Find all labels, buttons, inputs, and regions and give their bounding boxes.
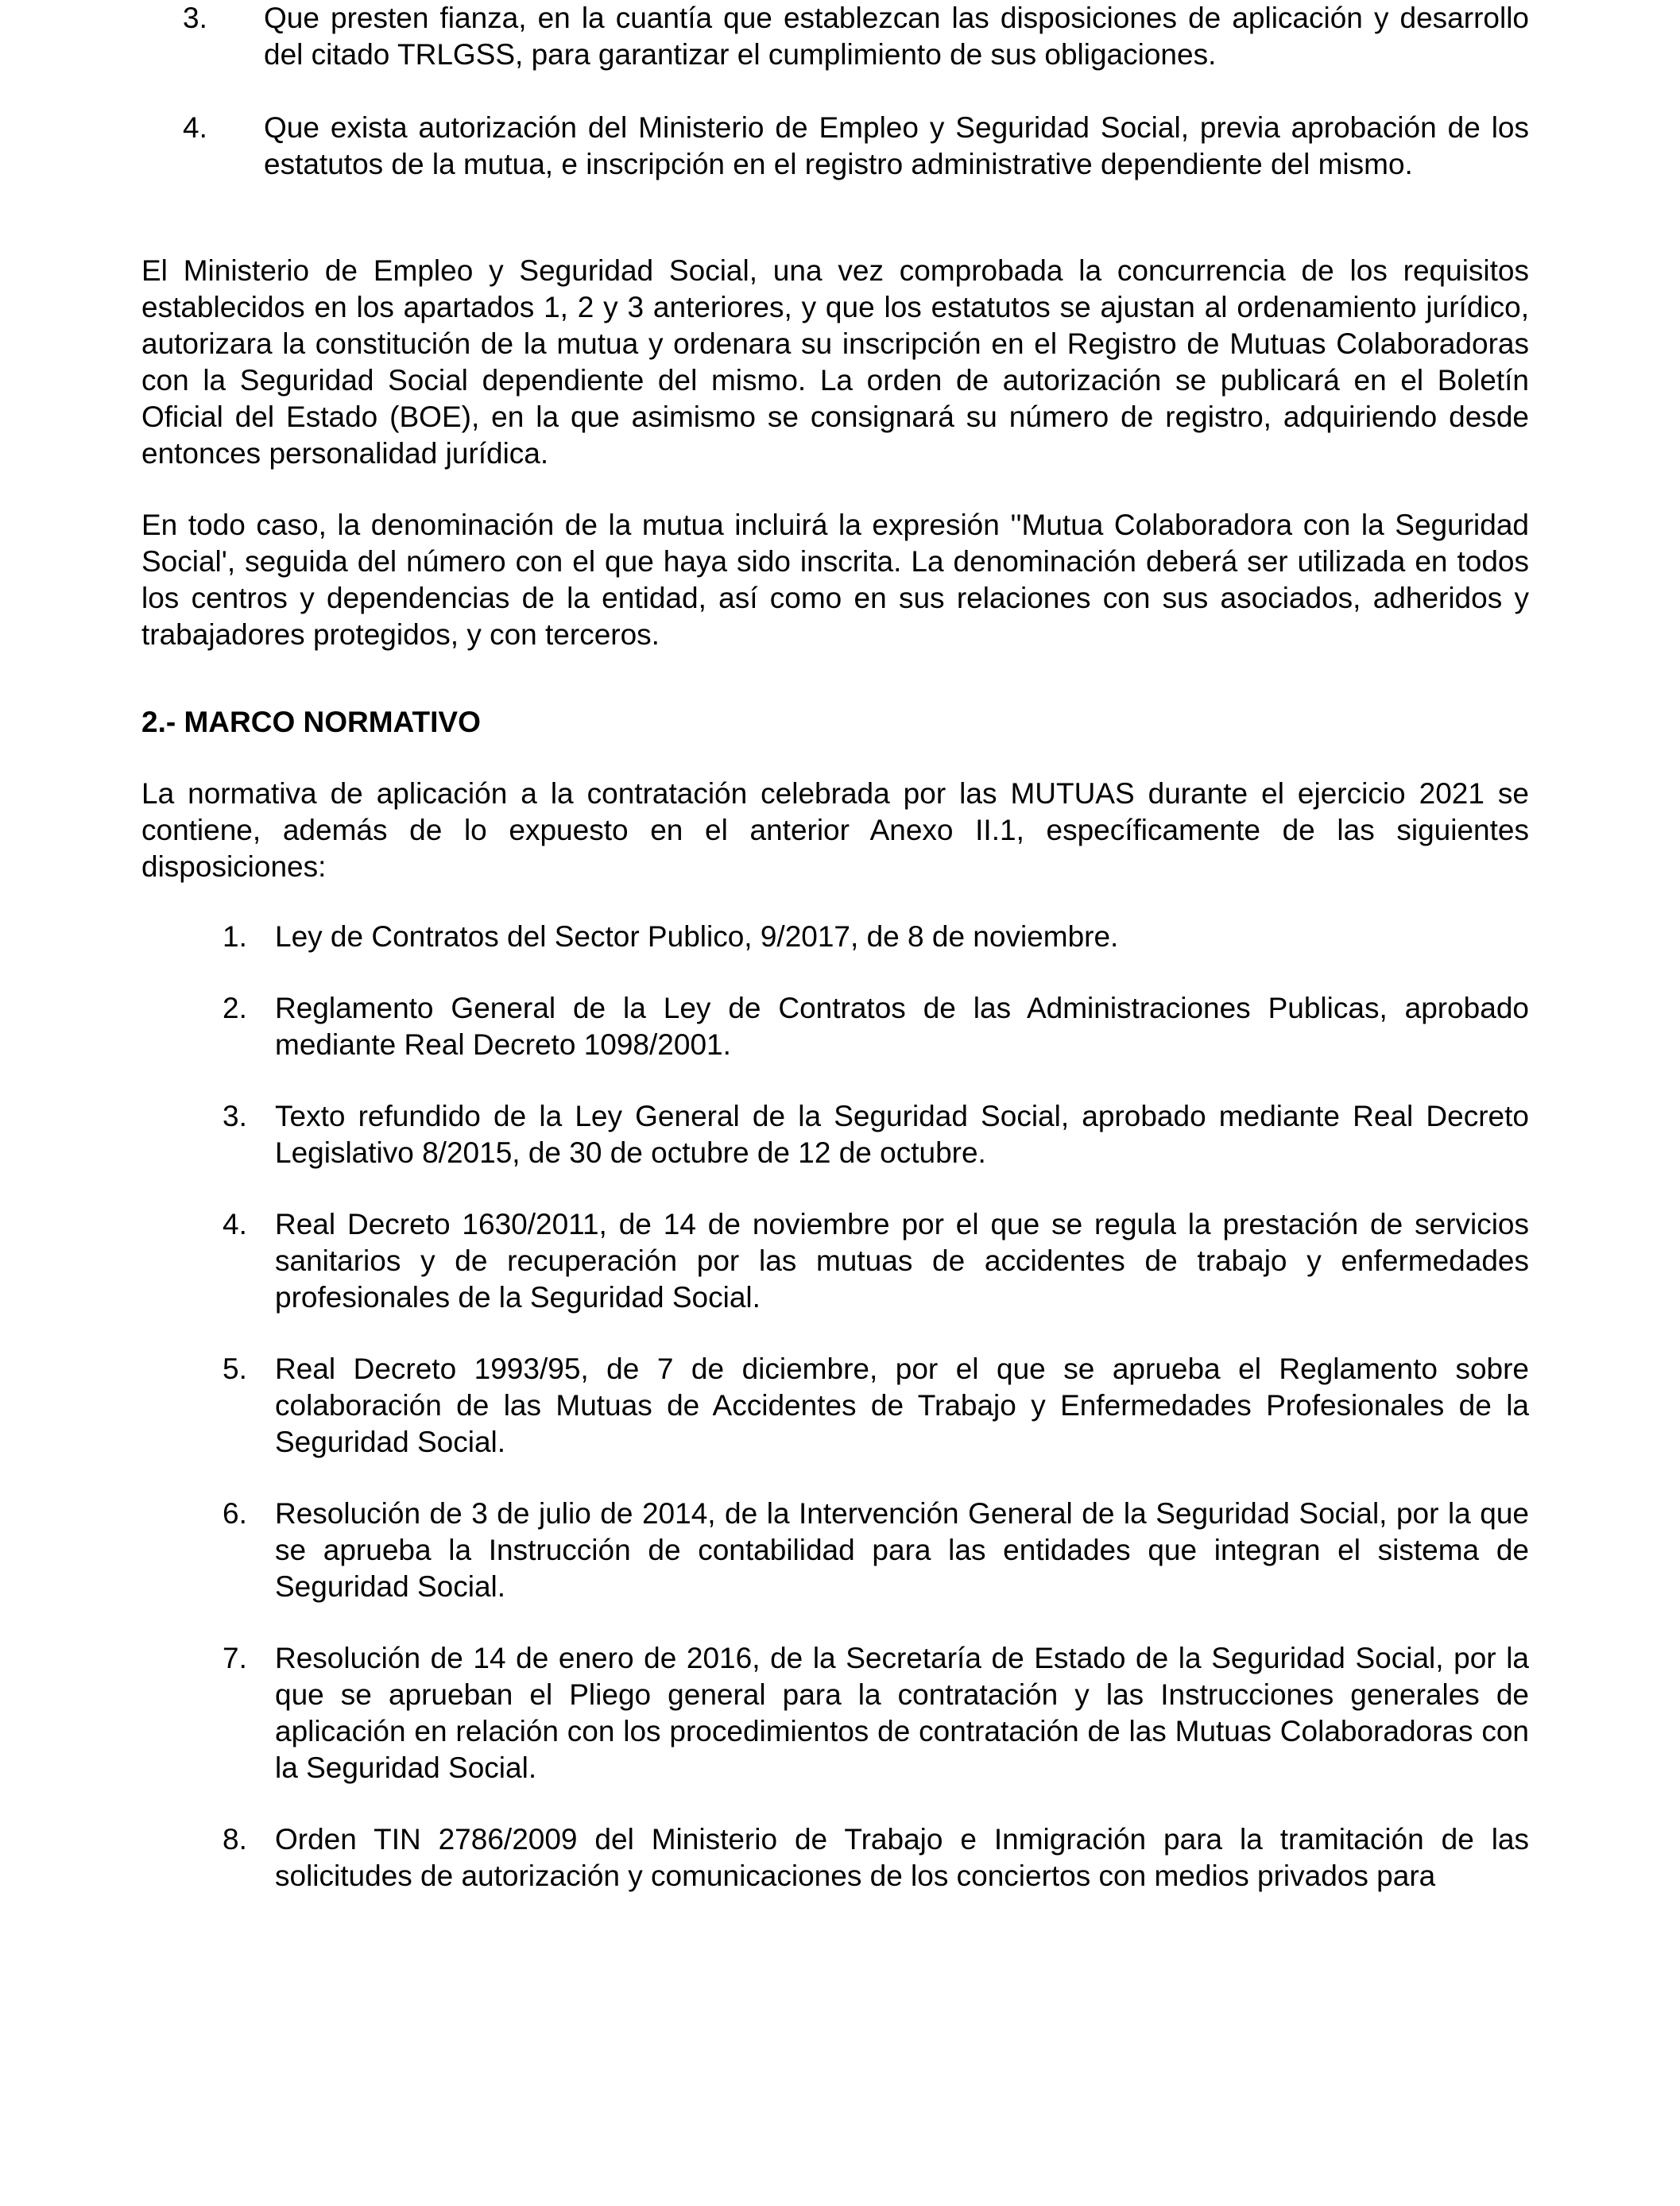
list-item [141, 990, 1529, 1063]
list-item [141, 1821, 1529, 1894]
list-item-number: 2. [223, 992, 247, 1024]
list-item [141, 1351, 1529, 1461]
list-item-text: Orden TIN 2786/2009 del Ministerio de Trabajo e Inmigración para la tramitación de las solicitudes de autorización y comunicaciones de los conciertos con medios privados para [275, 1823, 1529, 1892]
list-item-text: Real Decreto 1630/2011, de 14 de noviembre por el que se regula la prestación de servicios sanitarios y de recuperación por las mutuas de accidentes de trabajo y enfermedades profesionales de la Seguridad Social. [275, 1208, 1529, 1314]
list-item-text: Que exista autorización del Ministerio de Empleo y Seguridad Social, previa aprobación de los estatutos de la mutua, e inscripción en el registro administrative dependiente del mismo. [264, 111, 1529, 180]
section-intro-paragraph: La normativa de aplicación a la contratación celebrada por las MUTUAS durante el ejercicio 2021 se contiene, además de lo expuesto en el anterior Anexo II.1, específicamente de las siguientes disposiciones: [141, 777, 1529, 883]
list-item-number: 3. [183, 2, 207, 34]
list-item-text: Ley de Contratos del Sector Publico, 9/2017, de 8 de noviembre. [275, 920, 1119, 953]
list-item-text: Resolución de 14 de enero de 2016, de la Secretaría de Estado de la Seguridad Social, por la que se aprueban el Pliego general para la contratación y las Instrucciones generales de aplicación en relación con los procedimientos de contratación de las Mutuas Colaboradoras con la Seguridad Social. [275, 1642, 1529, 1784]
list-item-text: Resolución de 3 de julio de 2014, de la Intervención General de la Seguridad Social, por la que se aprueba la Instrucción de contabilidad para las entidades que integran el sistema de Seguridad Social. [275, 1497, 1529, 1603]
list-item-number: 5. [223, 1353, 247, 1385]
list-item [141, 1640, 1529, 1786]
list-item-text: Que presten fianza, en la cuantía que establezcan las disposiciones de aplicación y desarrollo del citado TRLGSS, para garantizar el cumplimiento de sus obligaciones. [264, 2, 1529, 71]
list-item-number: 3. [223, 1100, 247, 1132]
list-item-text: Reglamento General de la Ley de Contratos de las Administraciones Publicas, aprobado mediante Real Decreto 1098/2001. [275, 992, 1529, 1061]
list-item [141, 1206, 1529, 1316]
list-item-text: Real Decreto 1993/95, de 7 de diciembre, por el que se aprueba el Reglamento sobre colaboración de las Mutuas de Accidentes de Trabajo y Enfermedades Profesionales de la Seguridad Social. [275, 1353, 1529, 1458]
list-item [141, 0, 1529, 73]
list-item-number: 6. [223, 1497, 247, 1530]
authorization-paragraph: El Ministerio de Empleo y Seguridad Social, una vez comprobada la concurrencia de los requisitos establecidos en los apartados 1, 2 y 3 anteriores, y que los estatutos se ajustan al ordenamiento jurídico, autorizara la constitución de la mutua y ordenara su inscripción en el Registro de Mutuas Colaboradoras con la Seguridad Social dependiente del mismo. La orden de autorización se publicará en el Boletín Oficial del Estado (BOE), en la que asimismo se consignará su número de registro, adquiriendo desde entonces personalidad jurídica. [141, 254, 1529, 470]
list-item-number: 7. [223, 1642, 247, 1674]
list-item [141, 1098, 1529, 1171]
list-item [141, 1496, 1529, 1605]
list-item [141, 919, 1529, 955]
denomination-paragraph: En todo caso, la denominación de la mutua incluirá la expresión ''Mutua Colaboradora con la Seguridad Social', seguida del número con el que haya sido inscrita. La denominación deberá ser utilizada en todos los centros y dependencias de la entidad, así como en sus relaciones con sus asociados, adheridos y trabajadores protegidos, y con terceros. [141, 509, 1529, 651]
section-heading: 2.- MARCO NORMATIVO [141, 706, 481, 738]
list-item-number: 4. [183, 111, 207, 144]
list-item-number: 1. [223, 920, 247, 953]
list-item-number: 4. [223, 1208, 247, 1240]
list-item-number: 8. [223, 1823, 247, 1856]
list-item [141, 110, 1529, 183]
list-item-text: Texto refundido de la Ley General de la Seguridad Social, aprobado mediante Real Decreto Legislativo 8/2015, de 30 de octubre de 12 de octubre. [275, 1100, 1529, 1169]
